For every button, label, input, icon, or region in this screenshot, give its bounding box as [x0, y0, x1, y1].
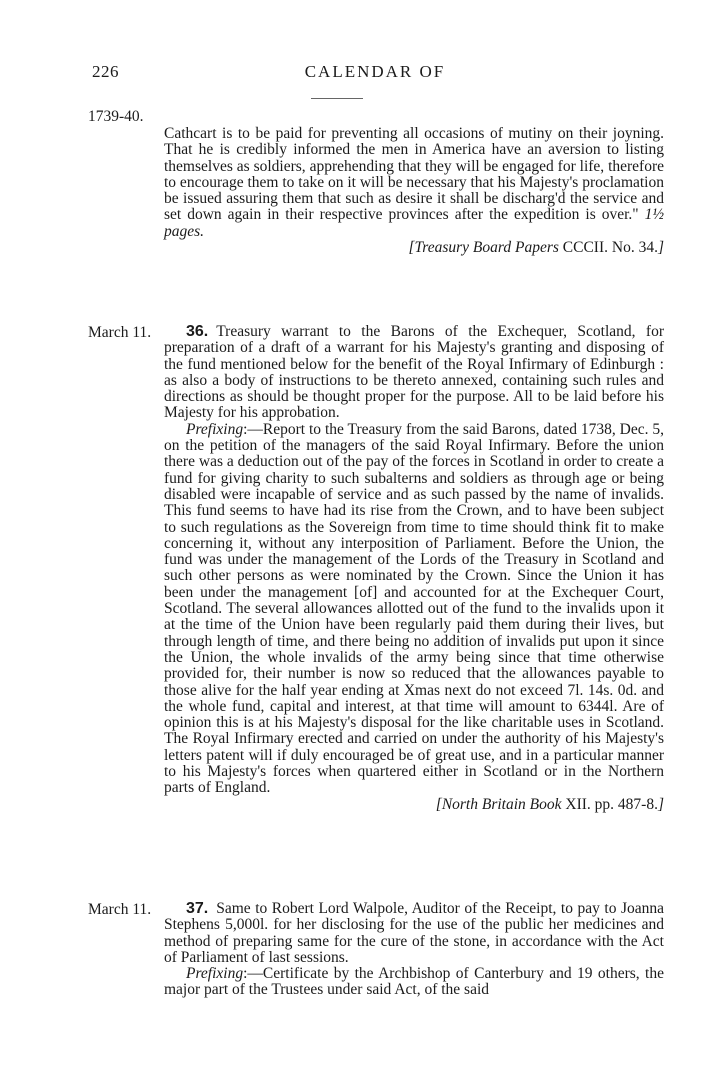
entry-text	[164, 126, 664, 240]
entry-continuation	[164, 126, 664, 256]
paragraph-text: :—Report to the Treasury from the said Barons, dated 1738, Dec. 5, on the petition of the managers of the said Royal Infirmary. Before the union there was a deduction out of the pay of the forces in Scotland in order to create a fund for giving charity to such subalterns and soldiers as through age or being disabled were incapable of service and as such passed by the name of invalids. This fund seems to have had its rise from the Crown, and to have been subject to such regulations as the Sovereign from time to time should think fit to make concerning it, without any interposition of Parliament. Before the Union, the fund was under the management of the Lords of the Treasury in Scotland and such other persons as were nominated by the Crown. Since the Union it has been under the management [of] and accounted for at the Exchequer Court, Scotland. The several allowances allotted out of the fund to the invalids upon it at the time of the Union have been regularly paid them during their lives, but through length of time, and there being no addition of invalids put upon it since the Union, the whole invalids of the army being since that time otherwise provided for, their number is now so reduced that the allowances payable to those alive for the half year ending at Xmas next do not exceed 7l. 14s. 0d. and the whole fund, capital and interest, at that time will amount to 6344l. Are of opinion this is at his Majesty's disposal for the like charitable uses in Scotland. The Royal Infirmary erected and carried on under the authority of his Majesty's letters patent will if duly encouraged be of great use, and in a particular manner to his Majesty's forces when quartered either in Scotland or in the Northern parts of England.	[164, 420, 664, 797]
prefixing-label: Prefixing	[186, 965, 244, 983]
prefixing-paragraph	[164, 966, 664, 999]
page-number: 226	[92, 62, 119, 81]
entry-37	[164, 901, 664, 999]
citation-reference: XII. pp. 487-8.	[565, 795, 658, 813]
paragraph-text: Cathcart is to be paid for preventing all occasions of mutiny on their joyning. That he is credibly informed the men in America have an aversion to listing themselves as soldiers, apprehending that they will be engaged for life, therefore to encourage them to take on it will be necessary that his Majesty's proclamation be issued assuring them that such as desire it shall be discharg'd the service and set down again in their respective provinces after the expedition is over."	[164, 125, 664, 224]
citation: [North Britain Book XII. pp. 487-8.]	[435, 795, 664, 813]
watermark	[60, 401, 131, 457]
citation: [Treasury Board Papers CCCII. No. 34.]	[408, 239, 664, 257]
paragraph-text: :—Certificate by the Archbishop of Canterbury and 19 others, the major part of the Trustees under said Act, of the said	[164, 965, 664, 999]
paragraph-text: Treasury warrant to the Barons of the Exchequer, Scotland, for preparation of a draft of a warrant for his Majesty's granting and disposing of the fund mentioned below for the benefit of the Royal Infirmary of Edinburgh : as also a body of instructions to be thereto annexed, containing such rules and directions as should be thought proper for the purpose. All to be laid before his Majesty for his approbation.	[164, 323, 664, 422]
running-title: CALENDAR OF	[304, 62, 446, 81]
citation-reference: CCCII. No. 34.	[562, 239, 658, 257]
margin-date: 1739-40.	[88, 108, 144, 125]
margin-date: March 11.	[88, 901, 152, 918]
item-number: 36.	[186, 323, 209, 340]
entry-36	[164, 324, 664, 813]
pages-note: 1½ pages.	[164, 206, 664, 240]
item-number: 37.	[186, 900, 209, 917]
entry-text	[164, 324, 664, 422]
prefixing-paragraph	[164, 422, 664, 797]
header-rule	[311, 98, 363, 99]
citation-source: North Britain Book	[441, 795, 562, 813]
citation-source: Treasury Board Papers	[414, 239, 559, 257]
prefixing-label: Prefixing	[186, 420, 244, 438]
page-header	[92, 62, 658, 86]
entry-text	[164, 901, 664, 966]
paragraph-text: Same to Robert Lord Walpole, Auditor of the Receipt, to pay to Joanna Stephens 5,000l. for her disclosing for the use of the public her medicines and method of preparing same for the cure of the stone, in accordance with the Act of Parliament of last sessions.	[164, 900, 664, 966]
margin-date: March 11.	[88, 324, 152, 341]
